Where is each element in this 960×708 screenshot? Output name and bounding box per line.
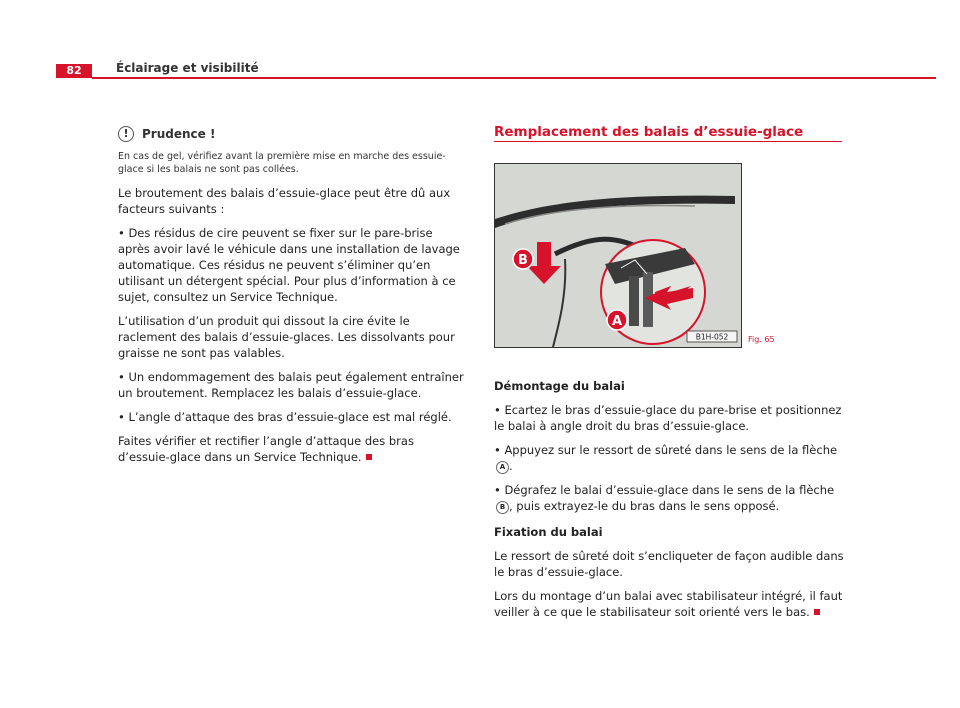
paragraph: • Des résidus de cire peuvent se fixer sur le pare-brise après avoir lavé le véhicule dans une installation de lavage automatique. Ces résidus ne peuvent s’éliminer qu’en utilisant un détergent spécial. Pour plus d’information à ce sujet, consultez un Service Technique. xyxy=(118,226,460,304)
end-mark-icon xyxy=(366,454,372,460)
paragraph-text: • Appuyez sur le ressort de sûreté dans le sens de la flèche xyxy=(494,443,838,457)
callout-a-text: A xyxy=(611,314,623,329)
paragraph: Le broutement des balais d’essuie-glace peut être dû aux facteurs suivants : xyxy=(118,186,451,216)
paragraph: • L’angle d’attaque des bras d’essuie-glace est mal réglé. xyxy=(118,410,452,424)
page-header xyxy=(56,61,936,78)
paragraph-with-end-mark xyxy=(494,588,844,620)
wiper-illustration xyxy=(495,164,741,347)
paragraph-text: • Dégrafez le balai d’essuie-glace dans le sens de la flèche xyxy=(494,483,835,497)
right-column xyxy=(494,378,844,628)
fixation-heading: Fixation du balai xyxy=(494,525,603,539)
section-rule xyxy=(494,141,842,142)
callout-b-text: B xyxy=(518,253,528,268)
header-rule xyxy=(92,77,936,79)
callout-a-badge: A xyxy=(496,461,509,474)
paragraph-text: Faites vérifier et rectifier l’angle d’attaque des bras d’essuie-glace dans un Service Technique. xyxy=(118,434,414,464)
paragraph: • Un endommagement des balais peut également entraîner un broutement. Remplacez les balais d’essuie-glace. xyxy=(118,370,464,400)
page-number: 82 xyxy=(56,64,92,78)
warning-title: Prudence ! xyxy=(142,127,216,141)
paragraph: L’utilisation d’un produit qui dissout la cire évite le raclement des balais d’essuie-glaces. Les dissolvants pour graisse ne sont pas valables. xyxy=(118,314,455,360)
exclamation-circle-icon: ! xyxy=(118,126,134,142)
paragraph: • Ecartez le bras d’essuie-glace du pare-brise et positionnez le balai à angle droit du bras d’essuie-glace. xyxy=(494,403,842,433)
figure-code: B1H-052 xyxy=(695,332,729,342)
callout-b-badge: B xyxy=(496,501,509,514)
section-title: Remplacement des balais d’essuie-glace xyxy=(494,124,804,140)
figure-caption: Fig. 65 xyxy=(748,335,775,344)
paragraph xyxy=(494,442,844,474)
end-mark-icon xyxy=(814,609,820,615)
paragraph-with-end-mark xyxy=(118,433,468,465)
left-column xyxy=(118,185,468,473)
paragraph: Le ressort de sûreté doit s’encliqueter de façon audible dans le bras d’essuie-glace. xyxy=(494,549,844,579)
warning-text: En cas de gel, vérifiez avant la première mise en marche des essuie-glace si les balais ne sont pas collées. xyxy=(118,151,446,175)
chapter-title: Éclairage et visibilité xyxy=(116,61,259,75)
paragraph-text: , puis extrayez-le du bras dans le sens opposé. xyxy=(509,499,780,513)
paragraph-text: . xyxy=(509,459,513,473)
wiper-figure xyxy=(494,163,742,348)
paragraph xyxy=(494,482,844,514)
paragraph-text: Lors du montage d’un balai avec stabilisateur intégré, il faut veiller à ce que le stabilisateur soit orienté vers le bas. xyxy=(494,589,843,619)
demontage-heading: Démontage du balai xyxy=(494,379,625,393)
